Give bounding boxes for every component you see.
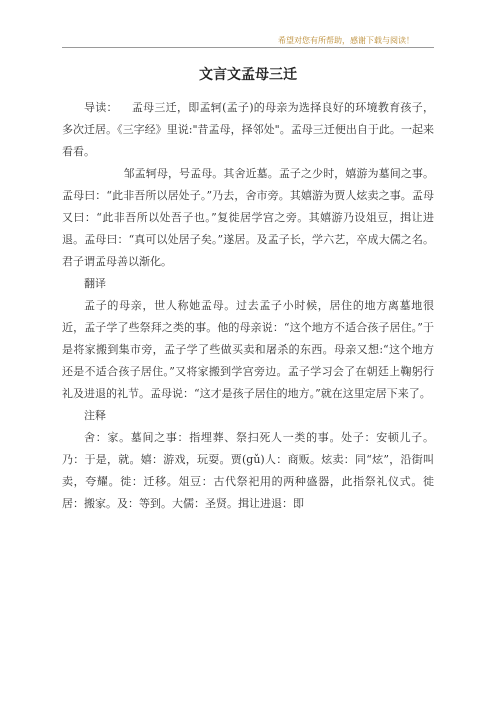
document-body — [62, 97, 434, 515]
intro-label: 导读： — [84, 101, 118, 114]
page-title: 文言文孟母三迁 — [199, 67, 297, 83]
notes-heading: 注释 — [84, 409, 106, 422]
translation-paragraph: 孟子的母亲，世人称她孟母。过去孟子小时候，居住的地方离墓地很近，孟子学了些祭拜之类的事。他的母亲说：“这个地方不适合孩子居住。”于是将家搬到集市旁，孟子学了些做买卖和屠杀的东西。母亲又想:“这个地方还是不适合孩子居住。”又将家搬到学宫旁边。孟子学习会了在朝廷上鞠躬行礼及进退的礼节。孟母说：“这才是孩子居住的地方。”就在这里定居下来了。 — [62, 299, 434, 400]
header-note: 希望对您有所帮助，感谢下载与阅读！ — [278, 36, 414, 45]
intro-paragraph — [62, 97, 434, 163]
translation-heading: 翻译 — [84, 277, 106, 290]
original-text-paragraph: 邹孟轲母，号孟母。其舍近墓。孟子之少时，嬉游为墓间之事。孟母曰：“此非吾所以居处子。”乃去，舍市旁。其嬉游为贾人炫卖之事。孟母又曰：“此非吾所以处吾子也。”复徙居学宫之旁。其嬉游乃设俎豆，揖让进退。孟母曰：“真可以处居子矣。”遂居。及孟子长，学六艺，卒成大儒之名。君子谓孟母善以渐化。 — [62, 167, 434, 268]
header-rule — [62, 47, 434, 48]
notes-paragraph: 舍：家。墓间之事：指埋葬、祭扫死人一类的事。处子：安顿儿子。乃：于是，就。嬉：游戏，玩耍。贾(gǔ)人：商贩。炫卖：同“炫”，沿街叫卖，夸耀。徙：迁移。俎豆：古代祭祀用的两种盛器，此指祭礼仪式。徙居：搬家。及：等到。大儒：圣贤。揖让进退：即 — [62, 431, 434, 510]
intro-text: 孟母三迁，即孟轲(孟子)的母亲为选择良好的环境教育孩子，多次迁居。《三字经》里说:"昔孟母，择邻处"。孟母三迁便出自于此。一起来看看。 — [62, 101, 434, 158]
